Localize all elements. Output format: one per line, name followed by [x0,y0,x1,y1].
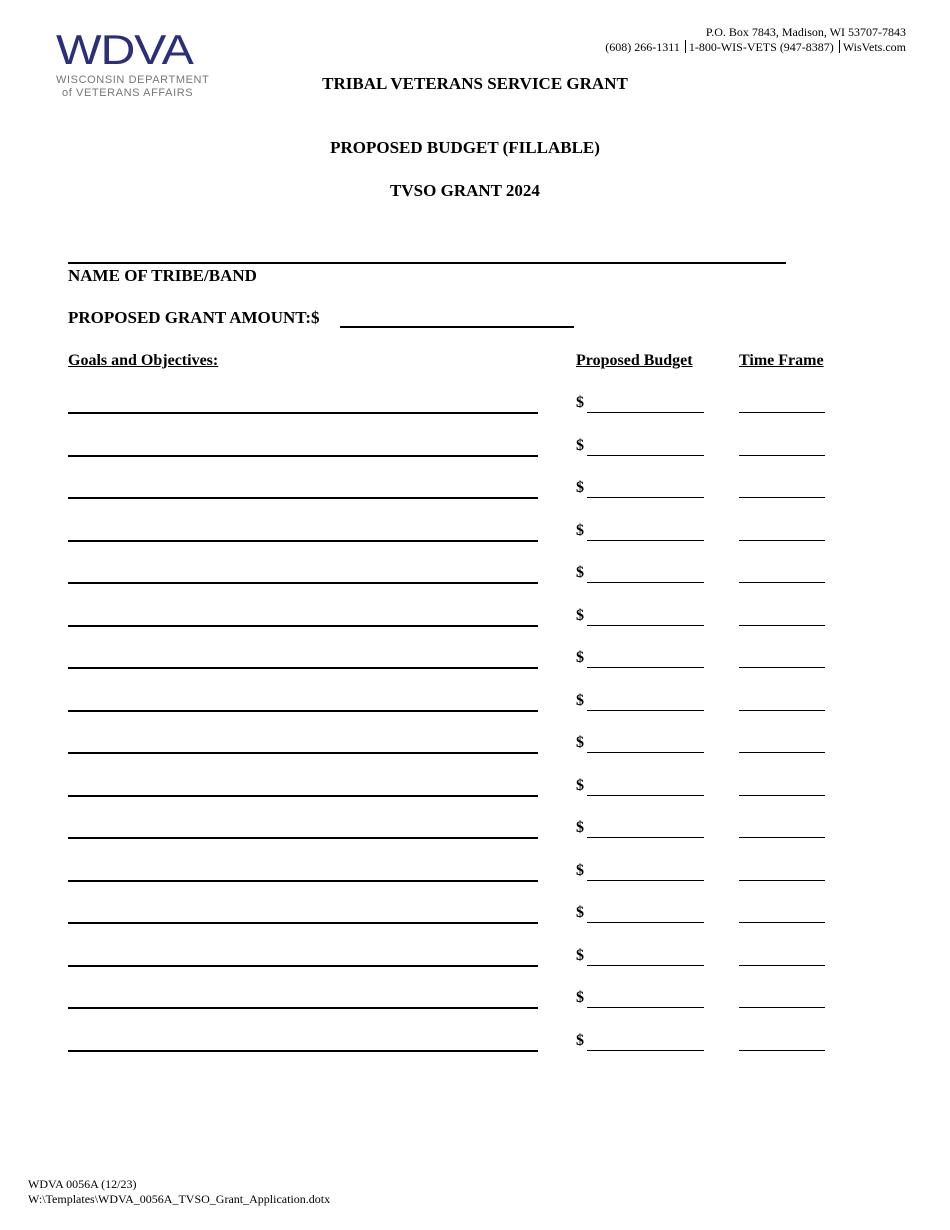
timeframe-input[interactable] [739,880,825,881]
table-row [0,564,950,584]
separator [685,40,686,53]
goal-input[interactable] [68,1007,538,1009]
goal-input[interactable] [68,710,538,712]
timeframe-input[interactable] [739,795,825,796]
table-row [0,734,950,754]
tribe-name-label: NAME OF TRIBE/BAND [68,266,257,285]
budget-dollar-sign: $ [576,436,584,454]
logo-mark: WDVA [56,26,193,73]
budget-dollar-sign: $ [576,861,584,879]
goals-header: Goals and Objectives: [68,352,219,369]
goal-input[interactable] [68,412,538,414]
goal-input[interactable] [68,837,538,839]
timeframe-input[interactable] [739,752,825,753]
goal-input[interactable] [68,922,538,924]
table-row [0,1032,950,1052]
table-row [0,522,950,542]
contact-info [605,25,906,55]
tribe-name-input[interactable] [68,262,786,264]
budget-input[interactable] [587,582,704,583]
grant-amount-label: PROPOSED GRANT AMOUNT:$ [68,308,320,327]
budget-input[interactable] [587,837,704,838]
budget-input[interactable] [587,710,704,711]
separator [839,40,840,53]
budget-dollar-sign: $ [576,776,584,794]
budget-dollar-sign: $ [576,989,584,1006]
budget-input[interactable] [587,455,704,456]
budget-dollar-sign: $ [576,394,584,411]
timeframe-input[interactable] [739,497,825,498]
budget-dollar-sign: $ [576,564,584,581]
budget-dollar-sign: $ [576,479,584,496]
budget-input[interactable] [587,752,704,753]
grant-year: TVSO GRANT 2024 [390,181,540,200]
address: P.O. Box 7843, Madison, WI 53707-7843 [705,25,906,39]
budget-input[interactable] [587,1050,704,1051]
logo-line-1: WISCONSIN DEPARTMENT [56,74,210,86]
budget-header: Proposed Budget [576,352,693,369]
table-row [0,777,950,797]
goal-input[interactable] [68,455,538,457]
budget-dollar-sign: $ [576,946,584,964]
logo-line-2: of VETERANS AFFAIRS [62,87,194,99]
goal-input[interactable] [68,880,538,882]
website: WisVets.com [842,40,906,54]
goal-input[interactable] [68,540,538,542]
timeframe-input[interactable] [739,540,825,541]
timeframe-input[interactable] [739,1007,825,1008]
timeframe-header: Time Frame [739,352,824,369]
budget-input[interactable] [587,497,704,498]
timeframe-input[interactable] [739,1050,825,1051]
table-row [0,819,950,839]
goal-input[interactable] [68,497,538,499]
budget-dollar-sign: $ [576,1031,584,1049]
budget-dollar-sign: $ [576,521,584,539]
budget-dollar-sign: $ [576,819,584,836]
budget-input[interactable] [587,965,704,966]
budget-dollar-sign: $ [576,649,584,666]
budget-input[interactable] [587,922,704,923]
timeframe-input[interactable] [739,710,825,711]
budget-dollar-sign: $ [576,734,584,751]
goal-input[interactable] [68,667,538,669]
table-row [0,692,950,712]
table-row [0,607,950,627]
budget-input[interactable] [587,540,704,541]
goal-input[interactable] [68,752,538,754]
timeframe-input[interactable] [739,412,825,413]
timeframe-input[interactable] [739,455,825,456]
table-row [0,394,950,414]
budget-dollar-sign: $ [576,606,584,624]
budget-input[interactable] [587,1007,704,1008]
table-row [0,947,950,967]
goal-input[interactable] [68,1050,538,1052]
tollfree: 1-800-WIS-VETS (947-8387) [688,40,834,54]
subtitle: PROPOSED BUDGET (FILLABLE) [330,138,600,157]
timeframe-input[interactable] [739,667,825,668]
table-row [0,479,950,499]
table-row [0,649,950,669]
budget-input[interactable] [587,795,704,796]
main-title: TRIBAL VETERANS SERVICE GRANT [322,74,628,93]
budget-input[interactable] [587,412,704,413]
budget-input[interactable] [587,625,704,626]
budget-dollar-sign: $ [576,904,584,921]
goal-input[interactable] [68,582,538,584]
timeframe-input[interactable] [739,837,825,838]
timeframe-input[interactable] [739,625,825,626]
goal-input[interactable] [68,965,538,967]
wdva-logo [56,26,226,100]
phone: (608) 266-1311 [605,40,680,54]
timeframe-input[interactable] [739,965,825,966]
template-path: W:\Templates\WDVA_0056A_TVSO_Grant_Application.dotx [28,1192,331,1206]
table-row [0,989,950,1009]
budget-input[interactable] [587,880,704,881]
goal-input[interactable] [68,625,538,627]
grant-amount-input[interactable] [340,326,574,328]
goal-input[interactable] [68,795,538,797]
form-number: WDVA 0056A (12/23) [28,1177,137,1191]
budget-input[interactable] [587,667,704,668]
table-row [0,862,950,882]
table-row [0,904,950,924]
table-row [0,437,950,457]
budget-dollar-sign: $ [576,691,584,709]
timeframe-input[interactable] [739,922,825,923]
timeframe-input[interactable] [739,582,825,583]
footer [28,1177,330,1207]
